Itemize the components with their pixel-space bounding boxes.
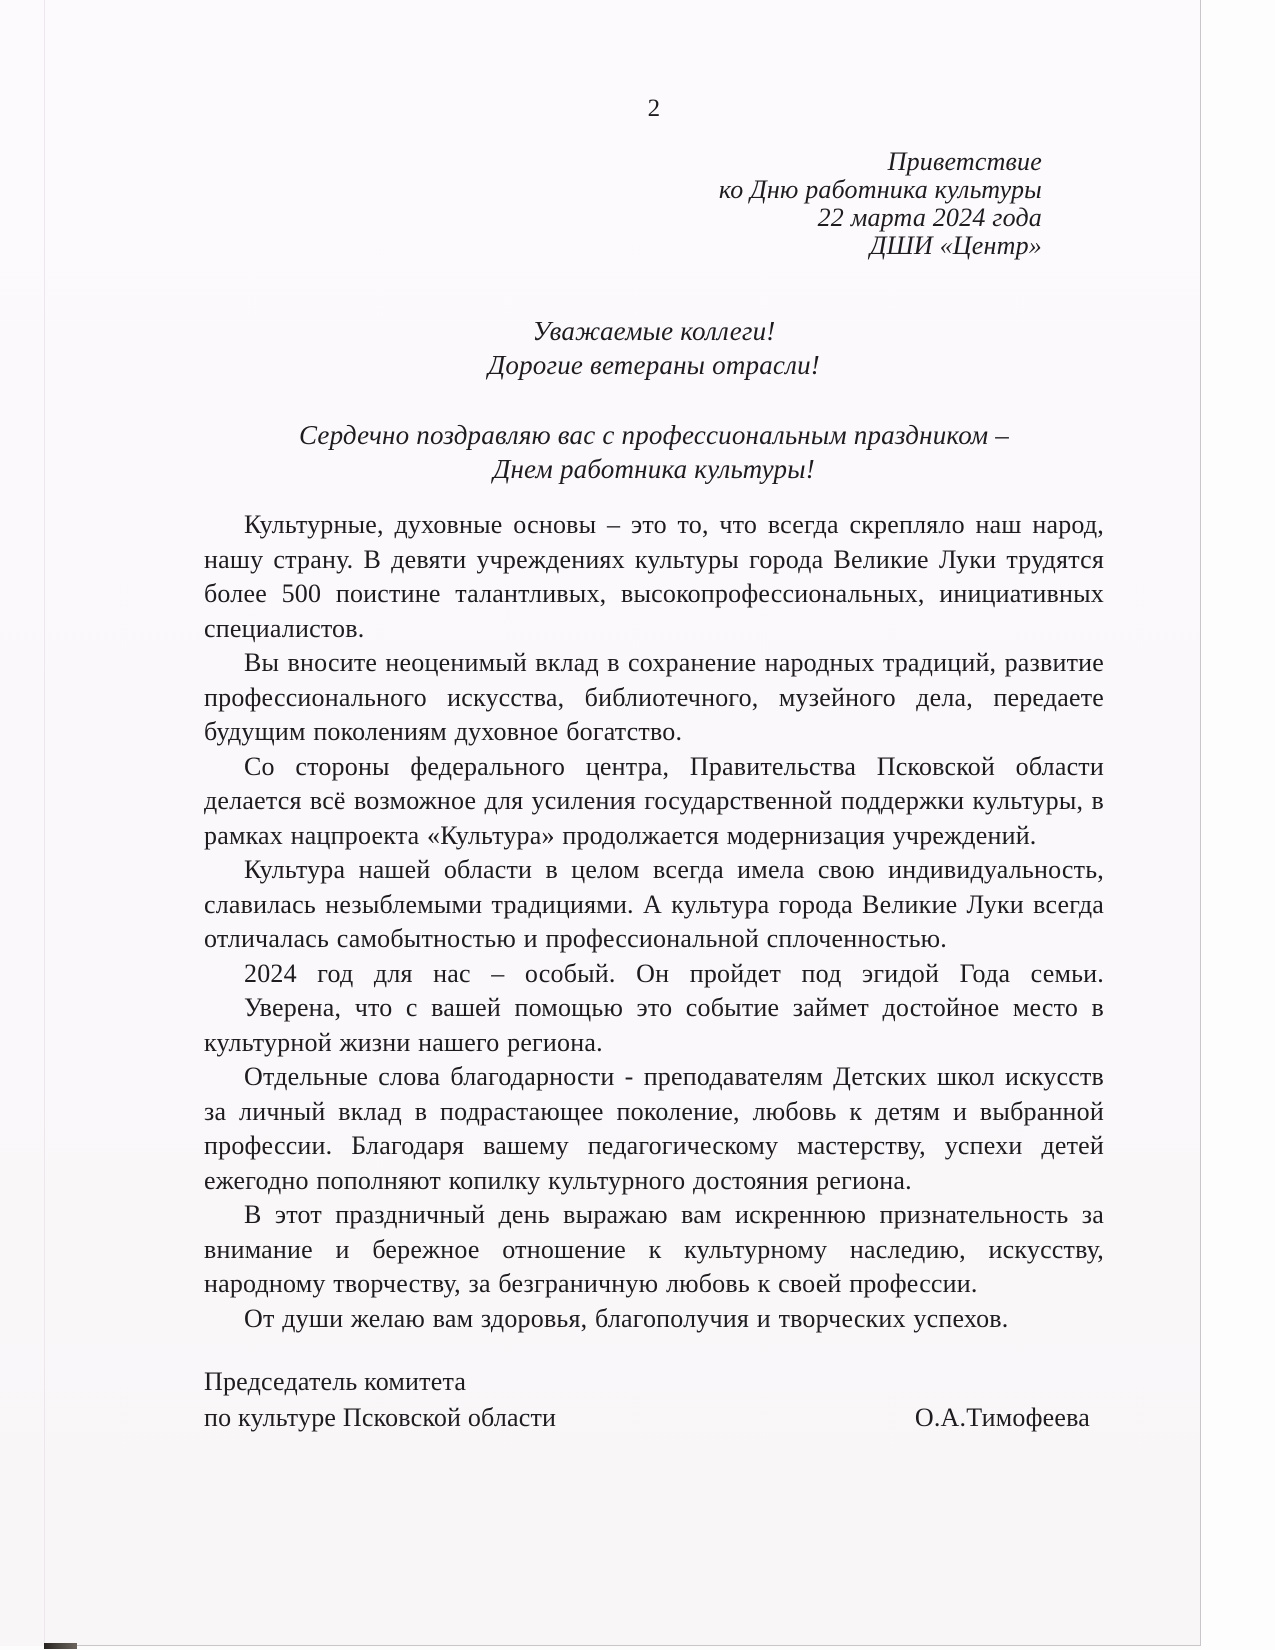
paragraph: Вы вносите неоценимый вклад в сохранение народных традиций, развитие профессионального искусства, библиотечного, музейного дела, передаете будущим поколениям духовное богатство. bbox=[204, 648, 1104, 746]
salutation-line: Дорогие ветераны отрасли! bbox=[488, 350, 820, 380]
header-line-date: 22 марта 2024 года bbox=[817, 203, 1042, 232]
greeting-line: Сердечно поздравляю вас с профессиональным праздником – bbox=[299, 420, 1009, 450]
paragraph: Отдельные слова благодарности - преподавателям Детских школ искусств за личный вклад в подрастающее поколение, любовь к детям и выбранной профессии. Благодаря вашему педагогическому мастерству, успехи детей ежегодно пополняют копилку культурного достояния региона. bbox=[204, 1062, 1104, 1195]
paragraph: Уверена, что с вашей помощью это событие займет достойное место в культурной жизни нашего региона. bbox=[204, 993, 1104, 1057]
scanner-background-bottom bbox=[0, 1646, 1201, 1650]
scan-corner-mark bbox=[44, 1643, 77, 1649]
paragraph: Культурные, духовные основы – это то, что всегда скрепляло наш народ, нашу страну. В девяти учреждениях культуры города Великие Луки трудятся более 500 поистине талантливых, высокопрофессиональных, инициативных специалистов. bbox=[204, 510, 1104, 643]
paragraph: Со стороны федерального центра, Правительства Псковской области делается всё возможное для усиления государственной поддержки культуры, в рамках нацпроекта «Культура» продолжается модернизация учреждений. bbox=[204, 751, 1104, 850]
paragraph: Культура нашей области в целом всегда имела свою индивидуальность, славилась незыблемыми традициями. А культура города Великие Луки всегда отличалась самобытностью и профессиональной сплоченностью. bbox=[204, 855, 1104, 953]
header-line-holiday: ко Дню работника культуры bbox=[718, 175, 1042, 204]
signature-name: О.А.Тимофеева bbox=[914, 1403, 1090, 1432]
header-line-venue: ДШИ «Центр» bbox=[869, 231, 1042, 260]
document-header bbox=[204, 148, 1104, 260]
signature-row bbox=[204, 1400, 1104, 1436]
letter-body bbox=[204, 508, 1104, 1336]
salutation-line: Уважаемые коллеги! bbox=[532, 316, 776, 346]
paragraph: В этот праздничный день выражаю вам искреннюю признательность за внимание и бережное отношение к культурному наследию, искусству, народному творчеству, за безграничную любовь к своей профессии. bbox=[204, 1200, 1104, 1298]
paragraph: От души желаю вам здоровья, благополучия и творческих успехов. bbox=[244, 1303, 1009, 1333]
scanner-background-right bbox=[1201, 0, 1275, 1650]
salutation bbox=[204, 314, 1104, 382]
signature-title-line-2: по культуре Псковской области bbox=[204, 1403, 557, 1432]
paper-bottom-edge bbox=[44, 1645, 1201, 1646]
greeting-line: Днем работника культуры! bbox=[493, 454, 815, 484]
signature-block bbox=[204, 1364, 1104, 1436]
paper-left-edge bbox=[44, 0, 45, 1645]
paper-right-edge bbox=[1200, 0, 1201, 1646]
page-number: 2 bbox=[647, 95, 661, 122]
signature-title-line-1: Председатель комитета bbox=[204, 1367, 467, 1396]
page-content bbox=[204, 0, 1104, 1436]
paragraph: 2024 год для нас – особый. Он пройдет под эгидой Года семьи. bbox=[244, 958, 1104, 988]
greeting bbox=[204, 418, 1104, 486]
header-line-occasion: Приветствие bbox=[887, 147, 1042, 176]
